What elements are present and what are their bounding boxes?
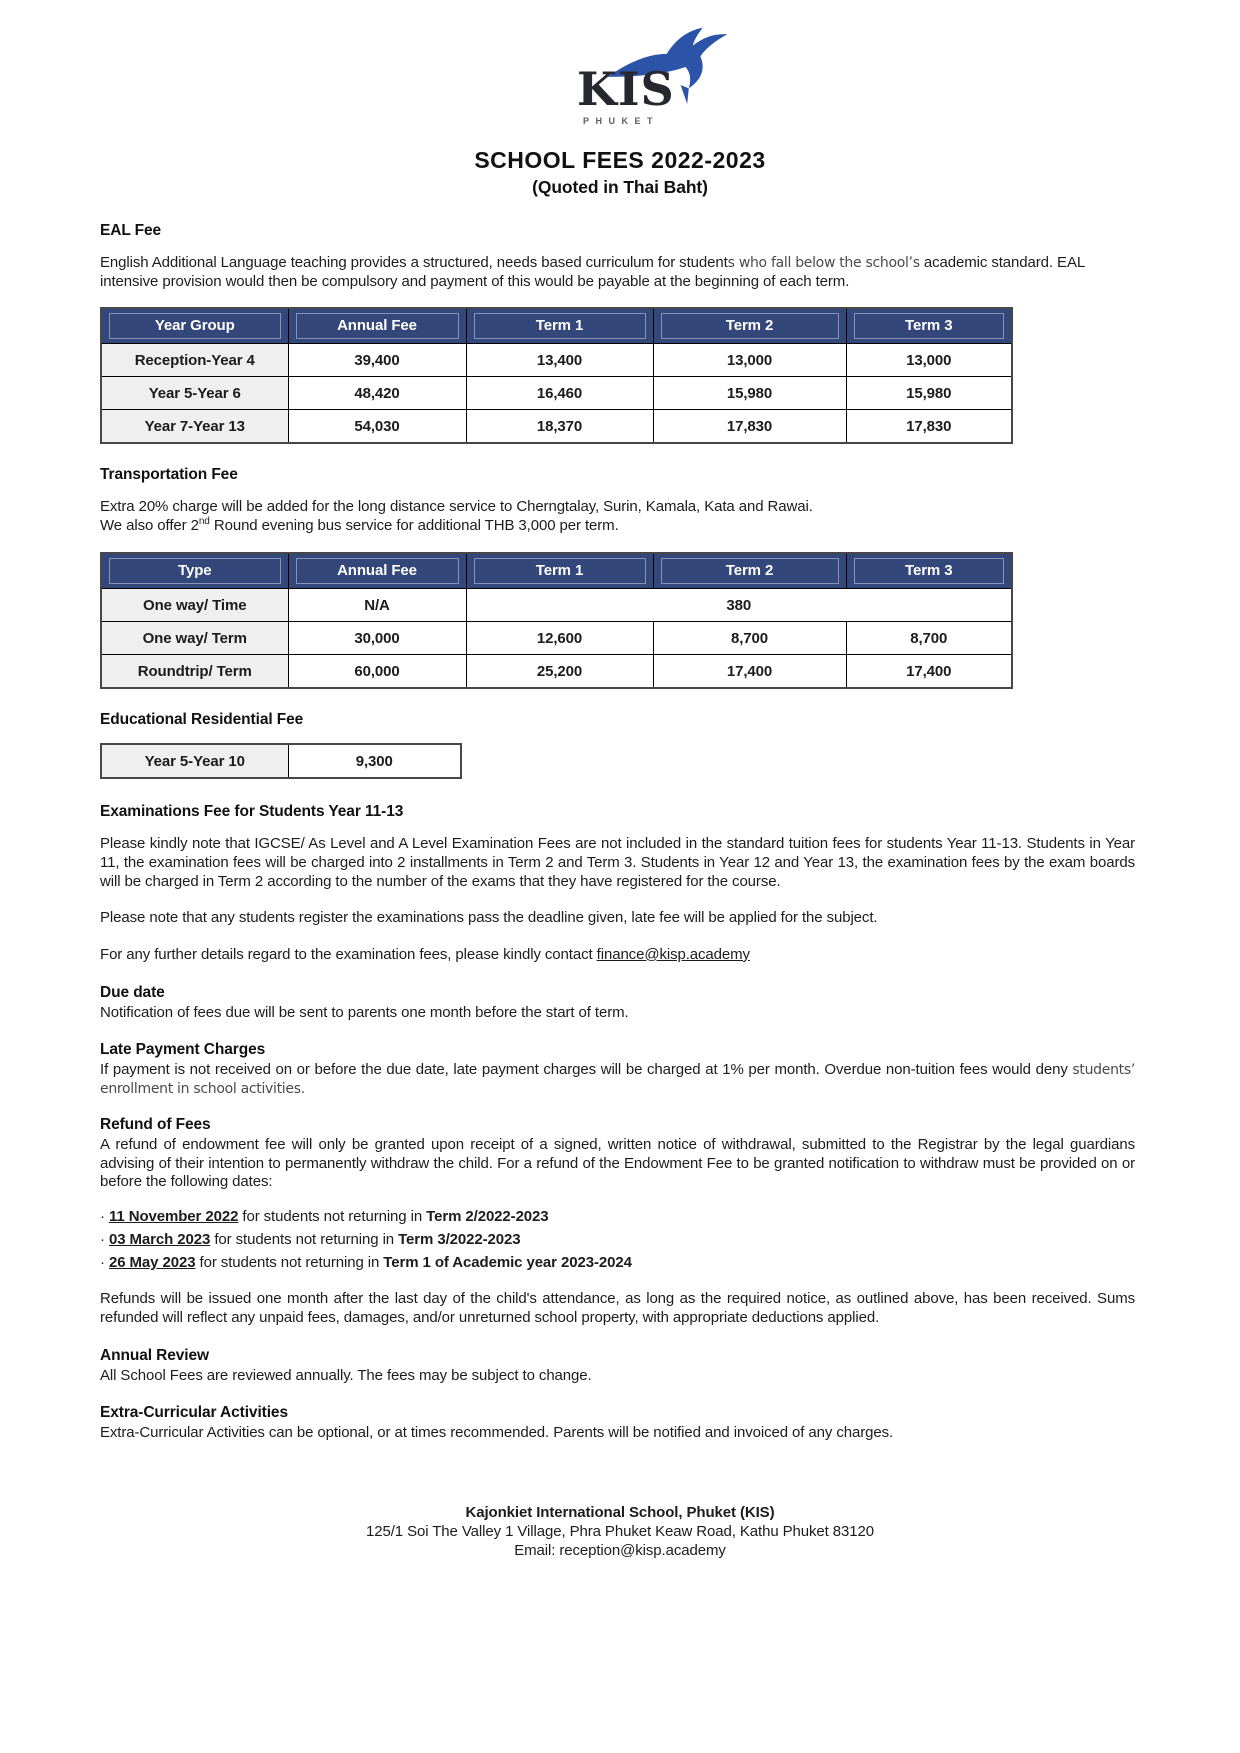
- exam-paragraph-1: Please kindly note that IGCSE/ As Level and A Level Examination Fees are not included in the standard tuition fees for students Year 11-13. Students in Year 11, the examination fees will be charged into 2 installments in Term 2 and Term 3. Students in Year 12 and Year 13, the examination fees by the exam boards will be charged in Term 2 according to the number of the exams that they have registered for the course.: [100, 835, 1135, 890]
- school-name: Kajonkiet International School, Phuket (KIS): [465, 1504, 775, 1521]
- annual-review-body: All School Fees are reviewed annually. The fees may be subject to change.: [100, 1367, 592, 1385]
- column-header-annual-fee: Annual Fee: [288, 553, 466, 589]
- column-header-term1: Term 1: [466, 553, 653, 589]
- late-payment-body: [100, 1061, 1135, 1098]
- eal-paragraph: [100, 254, 1135, 291]
- table-cell: 17,400: [846, 655, 1012, 689]
- table-cell: N/A: [288, 589, 466, 622]
- exam-paragraph-2: Please note that any students register the examinations pass the deadline given, late fee will be applied for the subject.: [100, 909, 878, 927]
- eal-fee-table: [100, 307, 1013, 444]
- table-row: [101, 377, 1012, 410]
- table-cell: 13,400: [466, 344, 653, 377]
- eal-heading: EAL Fee: [100, 222, 162, 239]
- annual-review-heading: Annual Review: [100, 1347, 209, 1365]
- late-payment-text-alt: students’ enrollment in school activities.: [100, 1061, 1135, 1097]
- table-cell: 15,980: [846, 377, 1012, 410]
- row-label: Reception-Year 4: [101, 344, 288, 377]
- column-header-term2: Term 2: [653, 553, 846, 589]
- refund-term: Term 1 of Academic year 2023-2024: [383, 1253, 632, 1271]
- refund-body: A refund of endowment fee will only be granted upon receipt of a signed, written notice of withdrawal, submitted to the Registrar by the legal guardians advising of their intention to permanently withdraw the child. For a refund of the Endowment Fee to be granted notification to withdraw must be provided on or before the following dates:: [100, 1136, 1135, 1191]
- column-header-annual-fee: Annual Fee: [288, 308, 466, 344]
- transportation-heading: Transportation Fee: [100, 466, 238, 484]
- late-payment-text: If payment is not received on or before the due date, late payment charges will be charged at 1% per month. Overdue non-tuition fees would deny: [100, 1060, 1073, 1078]
- table-cell: 18,370: [466, 410, 653, 444]
- refund-bullet-1: [100, 1205, 1135, 1228]
- refund-deadline-date: 03 March 2023: [108, 1230, 211, 1248]
- transport-fee-table: [100, 552, 1013, 689]
- due-date-body: Notification of fees due will be sent to parents one month before the start of term.: [100, 1004, 629, 1022]
- table-cell: 13,000: [653, 344, 846, 377]
- table-row: [101, 410, 1012, 444]
- eca-body: Extra-Curricular Activities can be optional, or at times recommended. Parents will be notified and invoiced of any charges.: [100, 1423, 894, 1441]
- bullet-dot: ·: [100, 1207, 105, 1225]
- table-cell: 8,700: [653, 622, 846, 655]
- column-header-term3: Term 3: [846, 308, 1012, 344]
- school-email: Email: reception@kisp.academy: [514, 1542, 726, 1559]
- table-cell: 12,600: [466, 622, 653, 655]
- residential-fee-table: [100, 743, 462, 779]
- page-title: SCHOOL FEES 2022-2023: [474, 147, 766, 173]
- table-cell: 16,460: [466, 377, 653, 410]
- bullet-dot: ·: [100, 1253, 105, 1271]
- column-header-term2: Term 2: [653, 308, 846, 344]
- column-header-type: Type: [101, 553, 288, 589]
- logo-text: KIS: [577, 62, 675, 116]
- table-cell: 25,200: [466, 655, 653, 689]
- table-row: [101, 744, 461, 778]
- refund-term: Term 2/2022-2023: [426, 1207, 549, 1225]
- due-date-heading: Due date: [100, 984, 165, 1002]
- table-cell: 13,000: [846, 344, 1012, 377]
- row-label: Year 5-Year 6: [101, 377, 288, 410]
- table-header-row: [101, 553, 1012, 589]
- finance-email-link[interactable]: finance@kisp.academy: [596, 945, 750, 963]
- table-cell: 39,400: [288, 344, 466, 377]
- table-cell: 60,000: [288, 655, 466, 689]
- table-header-row: [101, 308, 1012, 344]
- table-cell: 15,980: [653, 377, 846, 410]
- table-cell: 54,030: [288, 410, 466, 444]
- eal-text: English Additional Language teaching provides a structured, needs based curriculum for student: [100, 254, 728, 271]
- refund-deadline-date: 11 November 2022: [108, 1207, 239, 1225]
- eal-text-rest: academic standard. EAL intensive provision would then be compulsory and payment of this would be payable at the beginning of each term.: [100, 254, 1085, 290]
- ordinal-superscript: nd: [198, 515, 210, 527]
- refunds-issued-paragraph: Refunds will be issued one month after the last day of the child's attendance, as long as the required notice, as outlined above, has been received. Sums refunded will reflect any unpaid fees, damages, and/or unreturned school property, with appropriate deductions applied.: [100, 1289, 1135, 1326]
- transport-text-3: Round evening bus service for additional THB 3,000 per term.: [209, 516, 619, 534]
- column-header-term1: Term 1: [466, 308, 653, 344]
- table-row: [101, 589, 1012, 622]
- refund-bullet-text: for students not returning in: [210, 1230, 399, 1248]
- table-row: [101, 622, 1012, 655]
- column-header-year-group: Year Group: [101, 308, 288, 344]
- footer: [0, 1503, 1240, 1560]
- table-cell: 8,700: [846, 622, 1012, 655]
- table-row: [101, 655, 1012, 689]
- row-label: Year 7-Year 13: [101, 410, 288, 444]
- exam-heading: Examinations Fee for Students Year 11-13: [100, 803, 404, 821]
- table-cell: 17,830: [846, 410, 1012, 444]
- refund-bullet-3: [100, 1251, 1135, 1274]
- table-cell: 17,830: [653, 410, 846, 444]
- eca-heading: Extra-Curricular Activities: [100, 1403, 288, 1421]
- late-payment-heading: Late Payment Charges: [100, 1040, 266, 1058]
- refund-term: Term 3/2022-2023: [398, 1230, 521, 1248]
- table-cell: 17,400: [653, 655, 846, 689]
- table-cell: 48,420: [288, 377, 466, 410]
- table-cell: 9,300: [288, 744, 461, 778]
- table-cell-merged: 380: [466, 589, 1012, 622]
- eal-text-alt: s who fall below the school’s: [727, 255, 924, 271]
- refund-deadline-date: 26 May 2023: [108, 1253, 196, 1271]
- refund-bullet-2: [100, 1228, 1135, 1251]
- logo-subtext: PHUKET: [583, 116, 660, 126]
- column-header-term3: Term 3: [846, 553, 1012, 589]
- transportation-paragraph: [100, 498, 1135, 535]
- transport-text-2: We also offer 2: [100, 516, 199, 534]
- table-cell: 30,000: [288, 622, 466, 655]
- residential-heading: Educational Residential Fee: [100, 711, 304, 729]
- refund-bullet-text: for students not returning in: [195, 1253, 384, 1271]
- transport-text-1: Extra 20% charge will be added for the long distance service to Cherngtalay, Surin, Kamala, Kata and Rawai.: [100, 498, 813, 516]
- school-address: 125/1 Soi The Valley 1 Village, Phra Phuket Keaw Road, Kathu Phuket 83120: [365, 1523, 875, 1540]
- page-subtitle: (Quoted in Thai Baht): [532, 177, 708, 197]
- school-logo: [0, 0, 1240, 135]
- refund-bullet-text: for students not returning in: [238, 1207, 427, 1225]
- exam-contact-text: For any further details regard to the examination fees, please kindly contact: [100, 945, 597, 963]
- table-row: [101, 344, 1012, 377]
- bullet-dot: ·: [100, 1230, 105, 1248]
- row-label: One way/ Time: [101, 589, 288, 622]
- row-label: One way/ Term: [101, 622, 288, 655]
- row-label: Year 5-Year 10: [101, 744, 288, 778]
- exam-paragraph-3: [100, 946, 1135, 965]
- row-label: Roundtrip/ Term: [101, 655, 288, 689]
- refund-heading: Refund of Fees: [100, 1116, 211, 1134]
